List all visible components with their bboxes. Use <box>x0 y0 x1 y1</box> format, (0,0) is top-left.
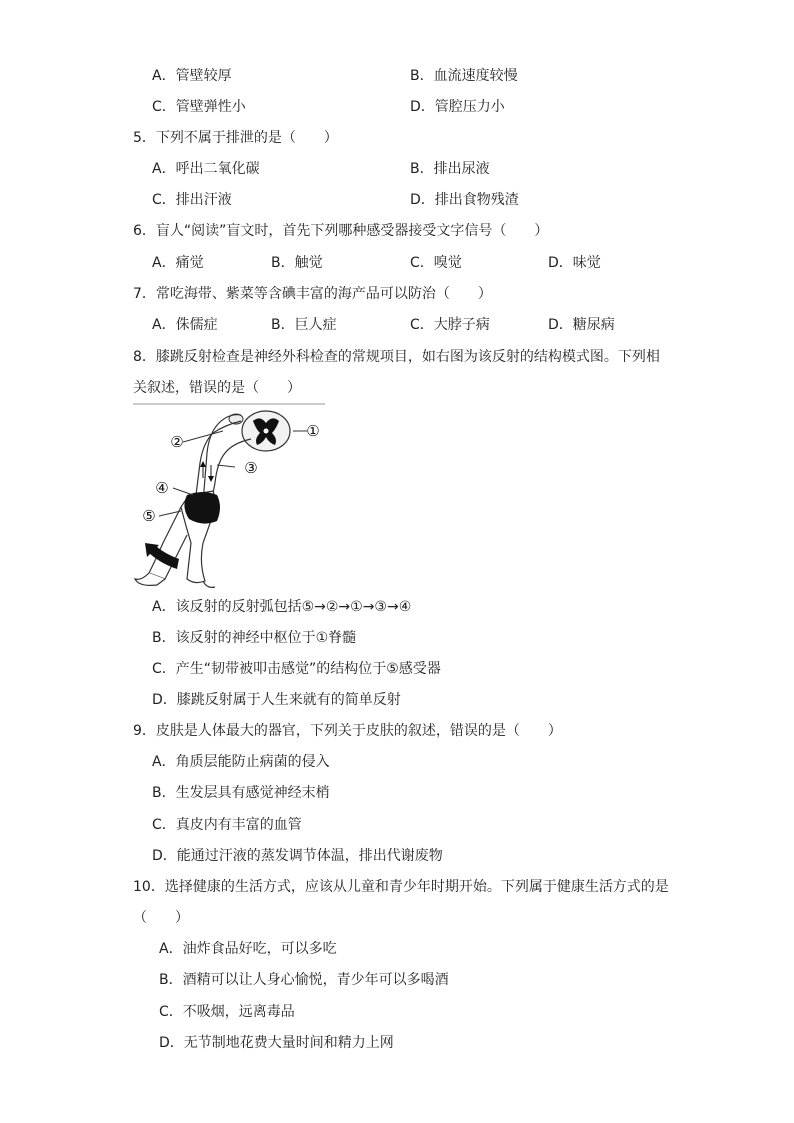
label-2: ② <box>170 433 184 451</box>
label-5: ⑤ <box>142 507 156 525</box>
q7-option-d: D．糖尿病 <box>548 317 615 333</box>
q10-stem-line1: 10．选择健康的生活方式，应该从儿童和青少年时期开始。下列属于健康生活方式的是 <box>133 879 669 895</box>
leg-shape <box>135 491 220 587</box>
q5-stem: 5．下列不属于排泄的是（ ） <box>133 130 338 146</box>
q6-option-d: D．味觉 <box>548 255 601 271</box>
knee-jerk-reflex-diagram <box>133 403 325 593</box>
label-3: ③ <box>244 459 258 477</box>
q5-option-d: D．排出食物残渣 <box>410 192 519 208</box>
q6-stem: 6．盲人“阅读”盲文时，首先下列哪种感受器接受文字信号（ ） <box>133 223 549 239</box>
q10-stem-line2: （ ） <box>133 910 189 926</box>
q8-option-a: A．该反射的反射弧包括⑤→②→①→③→④ <box>152 599 412 615</box>
q10-option-c: C．不吸烟，远离毒品 <box>159 1004 295 1020</box>
q6-option-c: C．嗅觉 <box>410 255 462 271</box>
q5-option-a: A．呼出二氧化碳 <box>152 161 260 177</box>
q8-stem-line1: 8．膝跳反射检查是神经外科检查的常规项目，如右图为该反射的结构模式图。下列相 <box>133 349 660 365</box>
label-1: ① <box>306 422 320 440</box>
q8-option-c: C．产生“韧带被叩击感觉”的结构位于⑤感受器 <box>152 661 441 677</box>
q6-option-b: B．触觉 <box>271 255 323 271</box>
label-4: ④ <box>155 479 169 497</box>
q4-option-b: B．血流速度较慢 <box>410 68 518 84</box>
q10-option-d: D．无节制地花费大量时间和精力上网 <box>159 1035 394 1051</box>
spinal-cord-shape <box>242 411 290 451</box>
q9-stem: 9．皮肤是人体最大的器官，下列关于皮肤的叙述，错误的是（ ） <box>133 723 562 739</box>
q4-option-a: A．管壁较厚 <box>152 68 232 84</box>
q4-option-c: C．管壁弹性小 <box>152 99 246 115</box>
q9-option-b: B．生发层具有感觉神经末梢 <box>152 785 330 801</box>
q6-option-a: A．痛觉 <box>152 255 204 271</box>
q4-option-d: D．管腔压力小 <box>410 99 505 115</box>
q9-option-d: D．能通过汗液的蒸发调节体温，排出代谢废物 <box>152 848 443 864</box>
q9-option-a: A．角质层能防止病菌的侵入 <box>152 754 330 770</box>
q8-option-b: B．该反射的神经中枢位于①脊髓 <box>152 630 357 646</box>
q9-option-c: C．真皮内有丰富的血管 <box>152 817 302 833</box>
q10-option-b: B．酒精可以让人身心愉悦，青少年可以多喝酒 <box>159 972 449 988</box>
q7-option-c: C．大脖子病 <box>410 317 490 333</box>
q7-option-a: A．侏儒症 <box>152 317 218 333</box>
q7-option-b: B．巨人症 <box>271 317 337 333</box>
q10-option-a: A．油炸食品好吃，可以多吃 <box>159 941 337 957</box>
q8-stem-line2: 关叙述，错误的是（ ） <box>133 380 301 396</box>
q5-option-c: C．排出汗液 <box>152 192 232 208</box>
q5-option-b: B．排出尿液 <box>410 161 490 177</box>
q8-option-d: D．膝跳反射属于人生来就有的简单反射 <box>152 692 401 708</box>
q7-stem: 7．常吃海带、紫菜等含碘丰富的海产品可以防治（ ） <box>133 286 492 302</box>
